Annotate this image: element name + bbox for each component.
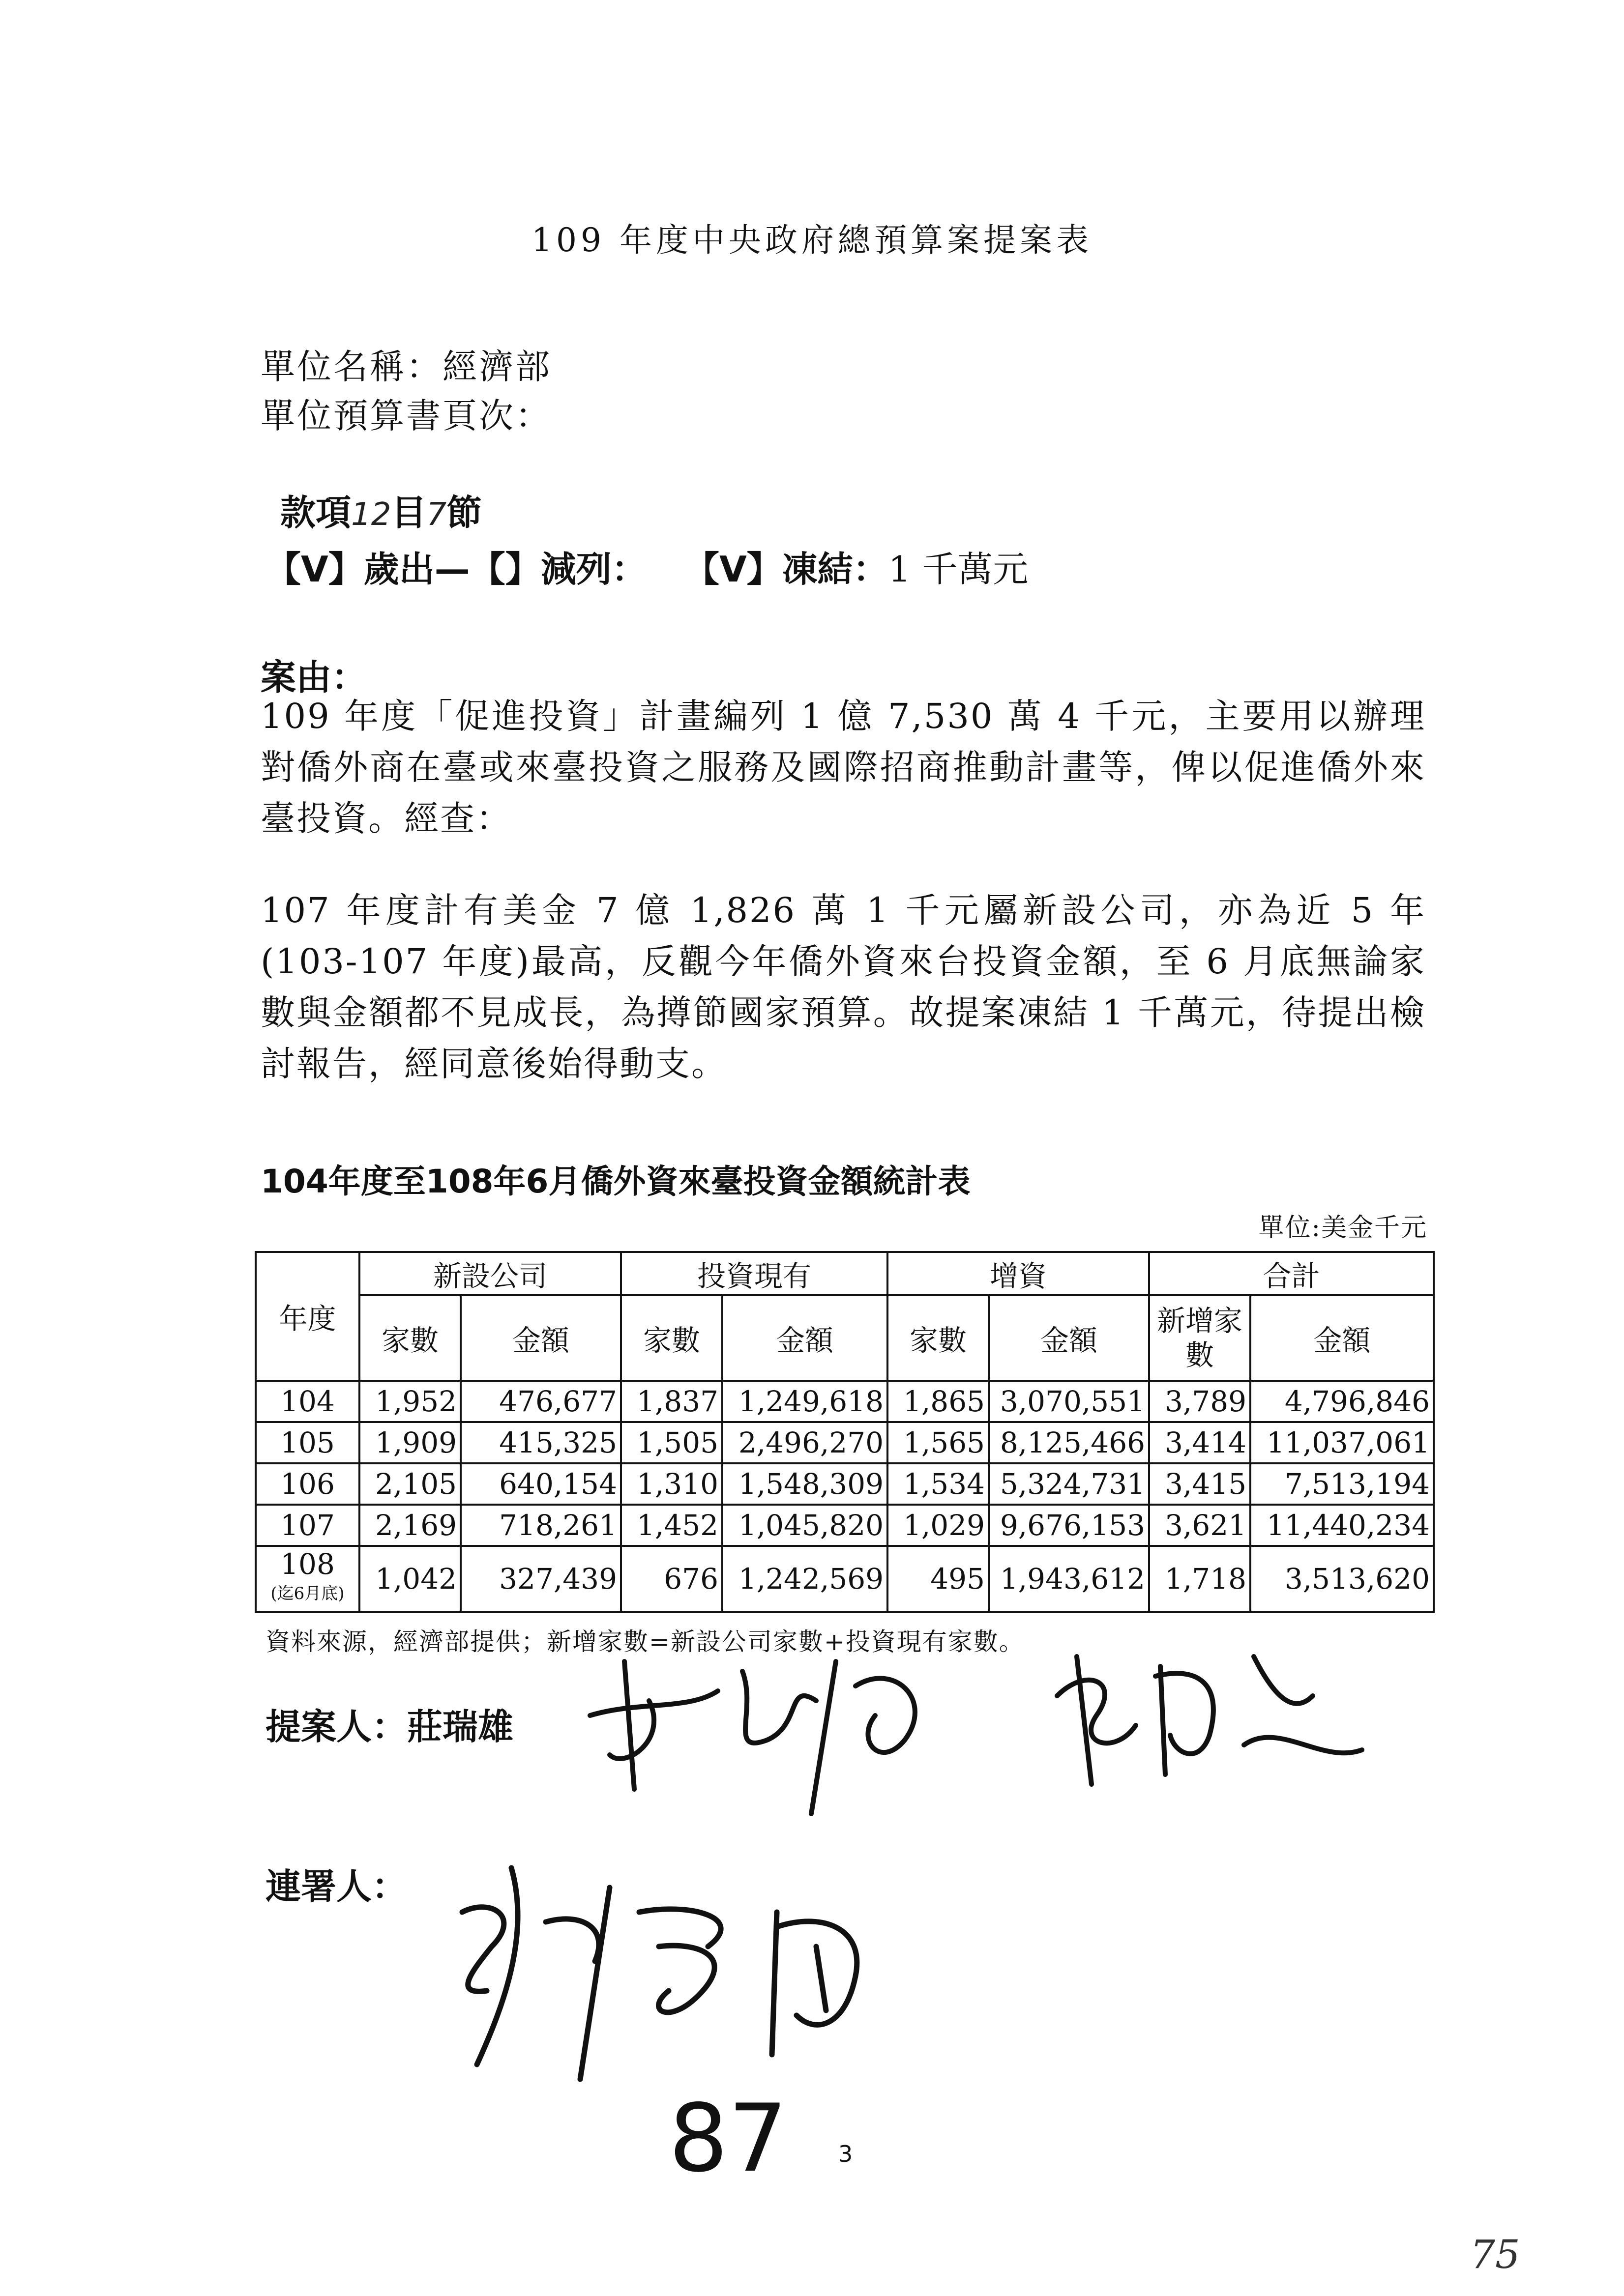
reason-heading: 案由：: [261, 657, 367, 698]
cell: 1,452: [621, 1505, 722, 1546]
jie-label: 節: [446, 492, 482, 533]
header-new-company: 新設公司: [359, 1252, 621, 1295]
action-line: [266, 541, 1028, 592]
row-year: 105: [256, 1422, 359, 1463]
mu-label: 目: [391, 492, 427, 533]
freeze-label: 【V】凍結：: [683, 549, 888, 590]
cell: 2,169: [359, 1505, 461, 1546]
mu-number: 7: [426, 496, 447, 533]
cell: 1,865: [887, 1381, 989, 1422]
freeze-amount: 1 千萬元: [888, 549, 1029, 590]
cosigner-line: 連署人：: [266, 1866, 408, 1907]
table-row: [256, 1546, 1434, 1612]
proposer-line: 提案人：莊瑞雄: [266, 1706, 514, 1747]
cell: 1,534: [887, 1463, 989, 1505]
sub-count: 家數: [359, 1295, 461, 1381]
sub-amount: 金額: [989, 1295, 1149, 1381]
cell: 3,513,620: [1250, 1546, 1434, 1612]
sub-count: 家數: [887, 1295, 989, 1381]
sub-new-count: 新增家數: [1149, 1295, 1250, 1381]
cell: 1,909: [359, 1422, 461, 1463]
cell: 495: [887, 1546, 989, 1612]
cell: 676: [621, 1546, 722, 1612]
cell: 8,125,466: [989, 1422, 1149, 1463]
sub-amount: 金額: [1250, 1295, 1434, 1381]
signature-1-icon: [580, 1642, 1072, 1829]
header-capital-increase: 增資: [887, 1252, 1149, 1295]
handwritten-number: 87: [669, 2084, 788, 2193]
cell: 327,439: [461, 1546, 621, 1612]
investment-stats-table: [255, 1251, 1435, 1613]
table-unit: 單位:美金千元: [1258, 1213, 1427, 1243]
cell: 1,718: [1149, 1546, 1250, 1612]
cell: 3,070,551: [989, 1381, 1149, 1422]
cell: 1,943,612: [989, 1546, 1149, 1612]
reason-paragraph-1: 109 年度「促進投資」計畫編列 1 億 7,530 萬 4 千元，主要用以辦理對僑外商在臺或來臺投資之服務及國際招商推動計畫等，俾以促進僑外來臺投資。經查：: [261, 696, 1426, 839]
row-year: [256, 1546, 359, 1612]
cell: 4,796,846: [1250, 1381, 1434, 1422]
row-year-note: (迄6月底): [270, 1584, 345, 1603]
cell: 1,548,309: [722, 1463, 887, 1505]
cell: 718,261: [461, 1505, 621, 1546]
table-header-row: [256, 1252, 1434, 1295]
cell: 1,505: [621, 1422, 722, 1463]
cell: 1,029: [887, 1505, 989, 1546]
cell: 11,440,234: [1250, 1505, 1434, 1546]
table-row: [256, 1381, 1434, 1422]
table-row: [256, 1422, 1434, 1463]
cell: 2,496,270: [722, 1422, 887, 1463]
row-year-value: 108: [280, 1547, 335, 1581]
corner-mark: 75: [1470, 2232, 1520, 2277]
cell: 5,324,731: [989, 1463, 1149, 1505]
cell: 476,677: [461, 1381, 621, 1422]
row-year: 104: [256, 1381, 359, 1422]
cell: 640,154: [461, 1463, 621, 1505]
cell: 2,105: [359, 1463, 461, 1505]
cell: 1,242,569: [722, 1546, 887, 1612]
sub-amount: 金額: [722, 1295, 887, 1381]
budget-item-line: [280, 484, 482, 535]
cell: 1,045,820: [722, 1505, 887, 1546]
cell: 7,513,194: [1250, 1463, 1434, 1505]
budget-page-label: 單位預算書頁次：: [261, 396, 552, 436]
page-number: 3: [838, 2141, 853, 2167]
cell: 3,415: [1149, 1463, 1250, 1505]
kuanxiang-label: 款項: [280, 492, 352, 533]
cell: 3,789: [1149, 1381, 1250, 1422]
cell: 1,837: [621, 1381, 722, 1422]
kuan-number: 12: [351, 496, 391, 533]
cell: 11,037,061: [1250, 1422, 1434, 1463]
header-total: 合計: [1149, 1252, 1434, 1295]
document-title: 109 年度中央政府總預算案提案表: [531, 221, 1093, 259]
cell: 1,042: [359, 1546, 461, 1612]
cell: 1,249,618: [722, 1381, 887, 1422]
cell: 3,621: [1149, 1505, 1250, 1546]
table-row: [256, 1505, 1434, 1546]
source-note: 資料來源，經濟部提供；新增家數=新設公司家數+投資現有家數。: [266, 1628, 1025, 1656]
table-subheader-row: [256, 1295, 1434, 1381]
header-year: 年度: [256, 1252, 359, 1381]
cell: 1,952: [359, 1381, 461, 1422]
cell: 1,565: [887, 1422, 989, 1463]
row-year: 106: [256, 1463, 359, 1505]
table-row: [256, 1463, 1434, 1505]
signature-2-icon: [1047, 1637, 1391, 1804]
cell: 9,676,153: [989, 1505, 1149, 1546]
header-existing-investment: 投資現有: [621, 1252, 887, 1295]
unit-name: 單位名稱：經濟部: [261, 347, 552, 387]
table-title: 104年度至108年6月僑外資來臺投資金額統計表: [261, 1163, 971, 1200]
cell: 3,414: [1149, 1422, 1250, 1463]
cell: 415,325: [461, 1422, 621, 1463]
reason-paragraph-2: 107 年度計有美金 7 億 1,826 萬 1 千元屬新設公司，亦為近 5 年(103-107 年度)最高，反觀今年僑外資來台投資金額，至 6 月底無論家數與金額都不見成長，為撙節國家預算。故提案凍結 1 千萬元，待提出檢討報告，經同意後始得動支。: [261, 890, 1426, 1084]
sub-count: 家數: [621, 1295, 722, 1381]
signature-3-icon: [433, 1848, 983, 2104]
expense-reduce-label: 【V】歲出—【】減列：: [266, 549, 647, 590]
sub-amount: 金額: [461, 1295, 621, 1381]
cell: 1,310: [621, 1463, 722, 1505]
row-year: 107: [256, 1505, 359, 1546]
